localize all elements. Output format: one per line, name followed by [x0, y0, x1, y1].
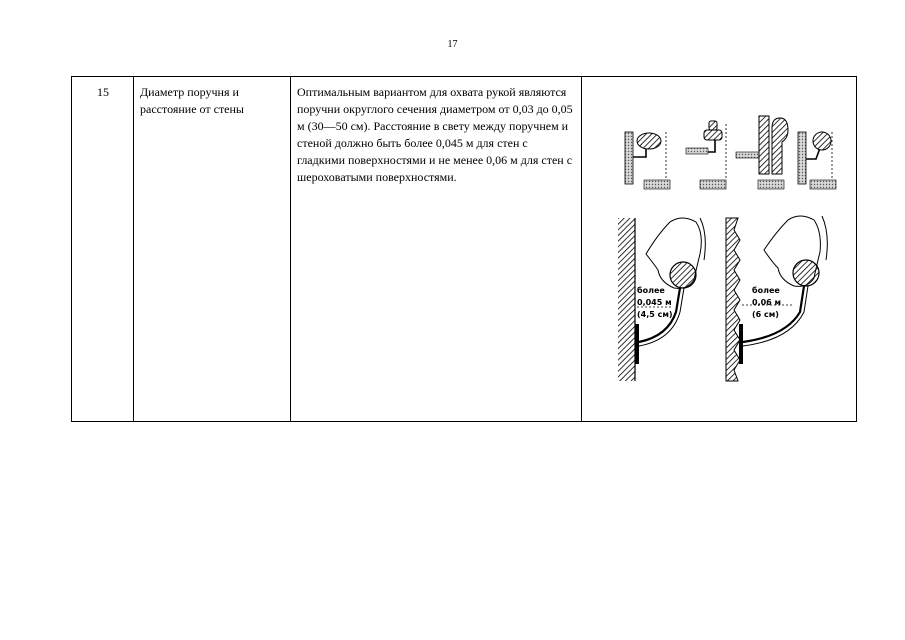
requirements-table: [71, 76, 857, 422]
profile-round: [625, 132, 670, 189]
table-row: [72, 77, 857, 422]
page-number: 17: [447, 39, 458, 50]
profile-tall: [736, 116, 788, 189]
smooth-label-line1: более: [637, 286, 665, 295]
smooth-wall-diagram: [618, 218, 705, 381]
rough-wall-diagram: [726, 216, 827, 381]
figure-cell: [582, 77, 857, 422]
profile-mushroom: [686, 121, 726, 189]
rough-label-line3: (6 см): [752, 310, 779, 319]
smooth-label-line3: (4,5 см): [637, 310, 673, 319]
handrail-figure: [588, 84, 860, 417]
parameter-cell: Диаметр поручня и расстояние от стены: [134, 77, 291, 422]
rough-label-line1: более: [752, 286, 780, 295]
profile-round-angled: [798, 132, 836, 189]
description-cell: Оптимальным вариантом для охвата рукой являются поручни округлого сечения диаметром от 0,03 до 0,05 м (30—50 см). Расстояние в свету между поручнем и стеной должно быть более 0,045 м для стен с гладкими поверхностями и не менее 0,06 м для стен с шероховатыми поверхностями.: [291, 77, 582, 422]
handrail-profiles: [625, 116, 836, 189]
rough-label-line2: 0,06 м: [752, 298, 782, 307]
row-index-cell: 15: [72, 77, 134, 422]
smooth-label-line2: 0,045 м: [637, 298, 672, 307]
